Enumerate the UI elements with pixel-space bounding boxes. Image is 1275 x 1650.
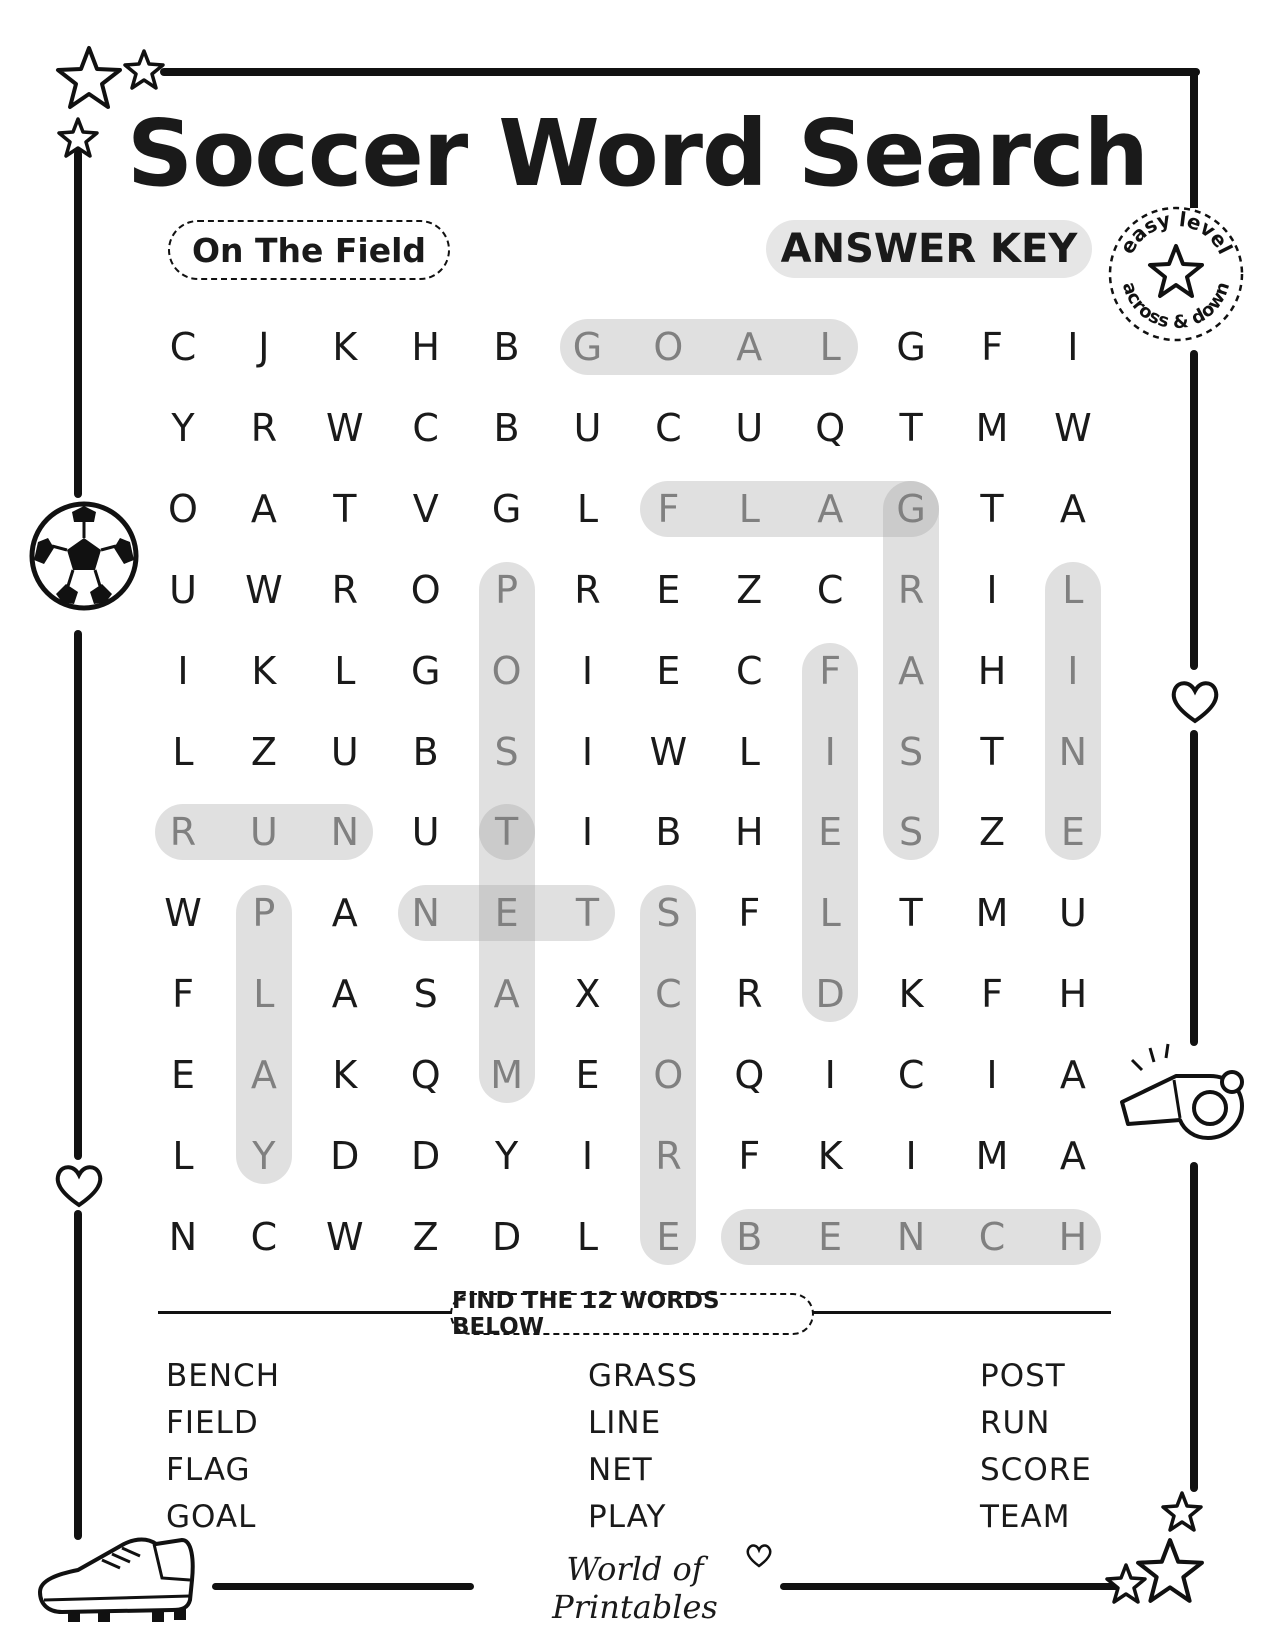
grid-letter: K [251,648,277,693]
word-item: RUN [980,1405,1051,1441]
grid-letter: T [494,810,519,855]
star-icon [56,116,100,160]
grid-letter: I [824,729,836,774]
grid-letter: I [905,1134,917,1178]
grid-letter: A [817,486,844,531]
grid-letter: S [899,729,924,774]
grid-letter: Z [736,567,763,612]
grid-letter: B [655,810,682,855]
star-icon [54,44,124,114]
grid-letter: F [657,486,680,531]
word-item: FLAG [166,1452,251,1488]
grid-letter: D [491,1214,522,1259]
grid-letter: C [655,405,682,450]
grid-letter: I [177,648,189,693]
grid-letter: U [573,405,602,450]
grid-letter: H [411,325,440,369]
grid-letter: R [897,567,925,612]
grid-letter: G [410,648,441,693]
grid-letter: Q [410,1053,441,1098]
word-item: GOAL [166,1499,257,1535]
grid-letter: C [250,1214,278,1259]
grid-letter: L [819,891,841,936]
grid-letter: F [738,891,761,936]
grid-letter: F [981,325,1003,369]
grid-letter: R [250,405,278,450]
grid-letter: H [1058,1214,1088,1259]
grid-letter: M [975,405,1009,450]
grid-letter: H [977,648,1007,693]
grid-letter: U [330,729,359,774]
grid-letter: I [986,1053,998,1098]
grid-letter: I [986,567,998,612]
grid-letter: B [493,325,520,369]
grid-letter: F [738,1134,761,1178]
grid-letter: N [1058,729,1088,774]
grid-letter: A [898,648,925,693]
grid-letter: A [250,486,277,531]
star-icon [122,48,166,92]
grid-letter: M [975,891,1009,936]
grid-letter: K [898,972,924,1017]
grid-letter: R [574,567,601,612]
grid-letter: O [168,486,198,531]
grid-letter: C [978,1214,1006,1259]
grid-letter: Z [250,729,277,774]
divider-line [808,1311,1111,1314]
grid-letter: I [1067,325,1079,369]
grid-letter: A [331,891,358,936]
grid-letter: I [581,648,594,693]
grid-letter: A [1059,1134,1086,1178]
grid-letter: Y [252,1134,276,1178]
grid-letter: X [574,972,601,1017]
grid-letter: L [738,729,760,774]
grid-letter: E [656,1214,681,1259]
whistle-icon [1114,1040,1252,1150]
grid-letter: E [494,891,519,936]
frame-bottom-left [212,1583,474,1590]
grid-letter: O [653,325,684,369]
grid-letter: I [581,1134,594,1178]
grid-letter: R [736,972,763,1017]
grid-letter: U [411,810,440,855]
grid-letter: A [736,325,763,369]
grid-letter: L [172,729,194,774]
grid-letter: B [493,405,520,450]
grid-letter: E [818,1214,843,1259]
grid-letter: W [245,567,283,612]
grid-letter: C [412,405,439,450]
grid-letter: H [735,810,764,855]
grid-letter: J [258,325,270,369]
grid-letter: W [649,729,688,774]
grid-letter: N [896,1214,926,1259]
grid-letter: C [655,972,682,1017]
badge-top-text: easy level [1114,206,1238,258]
word-item: PLAY [588,1499,667,1535]
grid-letter: T [980,729,1004,774]
grid-letter: Y [494,1134,519,1178]
grid-letter: E [575,1053,600,1098]
soccer-ball-icon [26,498,142,614]
grid-letter: D [815,972,845,1017]
subtitle-badge: On The Field [168,220,450,280]
grid-letter: N [168,1214,198,1259]
grid-letter: O [410,567,441,612]
frame-bottom-right [780,1583,1132,1590]
grid-letter: L [334,648,356,693]
heart-icon [744,1540,774,1570]
grid-letter: P [252,891,276,936]
grid-letter: O [491,648,522,693]
grid-letter: S [656,891,681,936]
heart-icon [1168,676,1222,726]
grid-letter: E [1060,810,1085,855]
grid-letter: L [172,1134,194,1178]
grid-letter: W [1054,405,1092,450]
grid-letter: S [899,810,924,855]
grid-letter: T [333,486,357,531]
grid-letter: M [490,1053,523,1098]
grid-letter: I [581,729,594,774]
grid-letter: Z [412,1214,439,1259]
grid-letter: T [899,405,923,450]
grid-letter: D [330,1134,360,1178]
word-item: GRASS [588,1358,698,1394]
word-item: LINE [588,1405,662,1441]
soccer-cleat-icon [32,1530,200,1626]
grid-letter: L [738,486,760,531]
badge-bottom-text: across & down [1117,279,1235,334]
grid-letter: A [250,1053,277,1098]
grid-letter: K [332,1053,358,1098]
grid-letter: Q [815,405,846,450]
grid-letter: L [1062,567,1084,612]
grid-letter: E [656,648,681,693]
word-item: TEAM [980,1499,1071,1535]
grid-letter: C [169,325,197,369]
grid-letter: A [493,972,520,1017]
grid-letter: G [896,486,926,531]
grid-letter: H [1058,972,1088,1017]
grid-letter: D [411,1134,441,1178]
grid-letter: G [896,325,926,369]
grid-letter: E [656,567,681,612]
star-icon [1104,1562,1148,1606]
grid-letter: N [330,810,360,855]
heart-icon [52,1160,106,1210]
grid-letter: V [412,486,439,531]
grid-letter: I [581,810,594,855]
grid-letter: T [575,891,600,936]
grid-letter: A [1059,1053,1086,1098]
brand-logo: World of Printables [552,1550,718,1626]
grid-letter: M [975,1134,1009,1178]
word-list-label: FIND THE 12 WORDS BELOW [450,1293,814,1335]
word-item: NET [588,1452,653,1488]
grid-letter: Y [171,405,195,450]
grid-letter: E [170,1053,195,1098]
grid-letter: A [331,972,358,1017]
answer-key-label: ANSWER KEY [766,220,1092,278]
grid-letter: W [326,405,364,450]
grid-letter: W [164,891,202,936]
divider-line [158,1311,454,1314]
grid-letter: B [736,1214,763,1259]
grid-letter: G [491,486,522,531]
grid-letter: O [653,1053,684,1098]
grid-letter: U [169,567,197,612]
grid-letter: R [169,810,197,855]
grid-letter: L [253,972,275,1017]
page-title: Soccer Word Search [126,100,1149,207]
star-icon [1160,1490,1204,1534]
grid-letter: U [249,810,278,855]
word-item: SCORE [980,1452,1092,1488]
grid-letter: C [736,648,763,693]
grid-letter: R [655,1134,682,1178]
word-item: POST [980,1358,1066,1394]
grid-letter: Z [978,810,1006,855]
grid-letter: L [576,1214,599,1259]
grid-letter: N [411,891,440,936]
word-item: BENCH [166,1358,280,1394]
grid-letter: L [576,486,599,531]
grid-letter: G [572,325,603,369]
grid-letter: U [1058,891,1087,936]
grid-letter: S [413,972,438,1017]
grid-letter: W [326,1214,364,1259]
grid-letter: S [494,729,519,774]
grid-letter: I [824,1053,836,1098]
grid-letter: I [1067,648,1079,693]
grid-letter: F [981,972,1003,1017]
grid-letter: K [332,325,358,369]
grid-letter: K [817,1134,843,1178]
grid-letter: Q [734,1053,765,1098]
grid-letter: T [899,891,923,936]
grid-letter: U [735,405,764,450]
grid-letter: T [980,486,1004,531]
grid-letter: L [819,325,841,369]
word-item: FIELD [166,1405,259,1441]
grid-letter: F [819,648,842,693]
grid-letter: E [818,810,843,855]
grid-letter: C [816,567,844,612]
grid-letter: C [897,1053,925,1098]
grid-letter: R [331,567,358,612]
grid-letter: P [495,567,519,612]
grid-letter: B [412,729,439,774]
grid-letter: F [172,972,194,1017]
grid-letter: A [1059,486,1086,531]
